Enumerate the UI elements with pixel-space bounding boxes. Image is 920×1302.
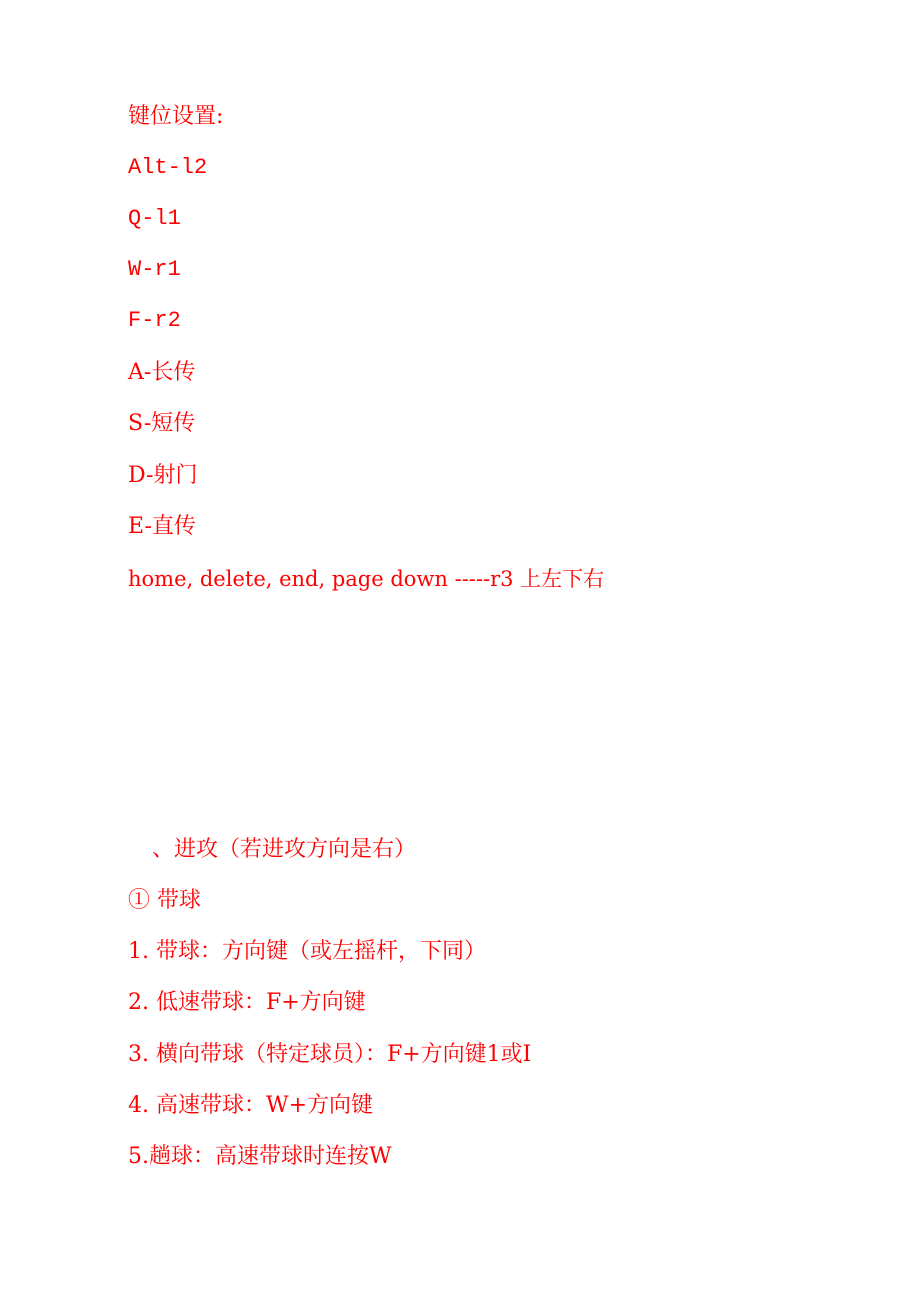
dribble-item-2: 2. 低速带球：F+方向键 [128, 990, 366, 1015]
dribble-item-4: 4. 高速带球：W+方向键 [128, 1093, 374, 1118]
key-binding-arrows: home, delete, end, page down -----r3 上左下右 [128, 567, 605, 591]
key-settings-title: 键位设置: [128, 104, 224, 129]
dribble-item-3: 3. 横向带球（特定球员）：F+方向键1或I [128, 1042, 532, 1067]
key-binding-e: E-直传 [128, 514, 196, 539]
key-binding-d: D-射门 [128, 463, 198, 488]
dribble-item-5: 5.趟球：高速带球时连按W [128, 1144, 392, 1169]
attack-section-title: 、进攻（若进攻方向是右） [152, 837, 417, 862]
key-binding-q: Q-l1 [128, 206, 181, 231]
dribble-item-1: 1. 带球：方向键（或左摇杆，下同） [128, 939, 486, 964]
dribble-subtitle: ① 带球 [128, 888, 201, 913]
key-binding-s: S-短传 [128, 411, 196, 436]
key-binding-f: F-r2 [128, 308, 181, 333]
key-binding-alt: Alt-l2 [128, 155, 208, 180]
key-binding-a: A-长传 [128, 360, 196, 385]
key-binding-w: W-r1 [128, 257, 181, 282]
